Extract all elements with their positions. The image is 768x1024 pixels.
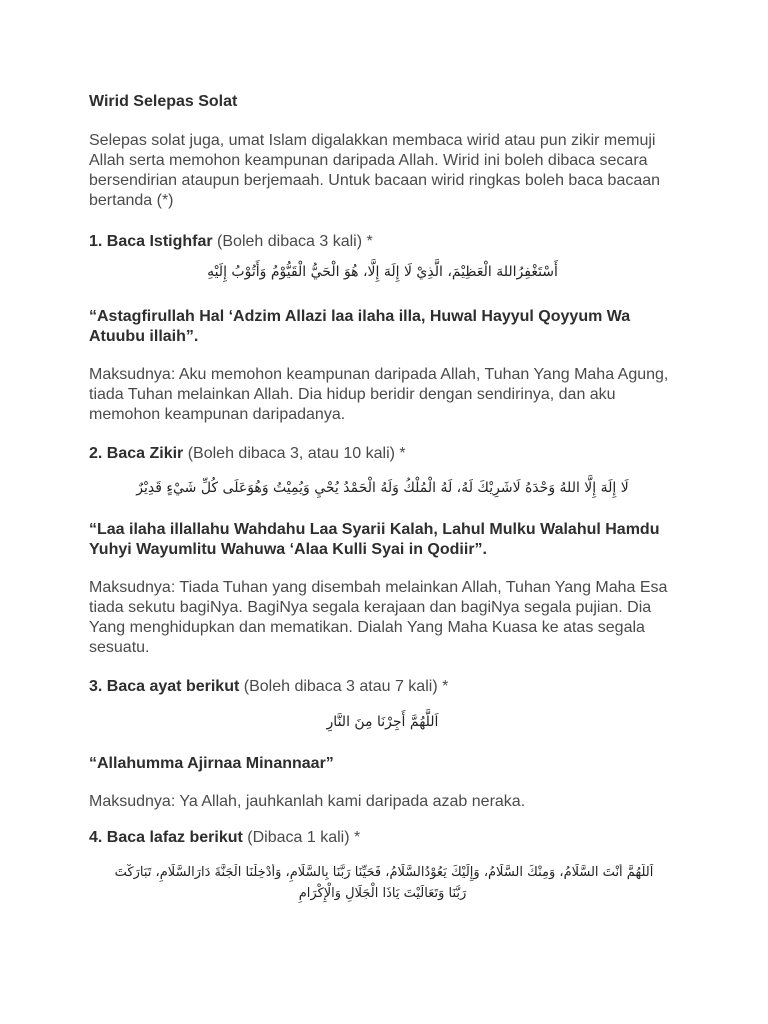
section-3-heading: [89, 677, 448, 697]
section-3-transliteration: “Allahumma Ajirnaa Minannaar”: [89, 755, 334, 772]
section-2-heading: [89, 444, 406, 464]
section-2-heading-note: (Boleh dibaca 3, atau 10 kali) *: [183, 445, 406, 462]
section-1-heading-bold: 1. Baca Istighfar: [89, 233, 213, 250]
section-3-arabic-text: اَللَّهُمَّ أَجِرْنَا مِنَ النَّارِ: [326, 714, 439, 730]
section-3-meaning: Maksudnya: Ya Allah, jauhkanlah kami daripada azab neraka.: [89, 793, 526, 810]
intro-paragraph: Selepas solat juga, umat Islam digalakkan membaca wirid atau pun zikir memuji Allah serta memohon keampunan daripada Allah. Wirid ini boleh dibaca secara bersendirian ataupun berjemaah. Untuk bacaan wirid ringkas boleh baca bacaan bertanda (*): [89, 132, 661, 209]
section-1-heading: [89, 232, 373, 252]
section-1-heading-note: (Boleh dibaca 3 kali) *: [212, 233, 373, 250]
section-1-arabic-text: أَسْتَغْفِرُاللهَ الْعَظِيْمَ، الَّذِيْ لَا إِلَهَ إِلَّا، هُوَ الْحَيُّ الْقَيُّوْمُ وَأَتُوْبُ إِلَيْهِ: [207, 264, 558, 280]
page-title: Wirid Selepas Solat: [89, 93, 238, 110]
section-3-heading-bold: 3. Baca ayat berikut: [89, 678, 240, 695]
section-1-meaning: Maksudnya: Aku memohon keampunan daripada Allah, Tuhan Yang Maha Agung, tiada Tuhan melainkan Allah. Dia hidup beridir dengan sendirinya, dan aku memohon keampunan daripadanya.: [89, 366, 669, 423]
section-2-meaning: Maksudnya: Tiada Tuhan yang disembah melainkan Allah, Tuhan Yang Maha Esa tiada sekutu bagiNya. BagiNya segala kerajaan dan bagiNya segala pujian. Dia Yang menghidupkan dan mematikan. Dialah Yang Maha Kuasa ke atas segala sesuatu.: [89, 579, 668, 656]
section-4-arabic-line-1: اَللَّهُمَّ أَنْتَ السَّلَامُ، وَمِنْكَ السَّلَامُ، وَإِلَيْكَ يَعُوْدُالسَّلَامُ، فَحَيِّنَا رَبَّنَا بِالسَّلَامِ، وَأَدْخِلْنَا الْجَنَّةَ دَارَالسَّلَامِ، تَبَارَكْتَ: [114, 865, 654, 880]
section-2-arabic-text: لَا إِلَهَ إِلَّا اللهُ وَحْدَهُ لَاشَرِيْكَ لَهُ، لَهُ الْمُلْكُ وَلَهُ الْحَمْدُ يُحْيِ وَيُمِيْتُ وَهُوَعَلَى كُلِّ شَيْءٍ قَدِيْرٌ: [136, 480, 629, 496]
section-2-heading-bold: 2. Baca Zikir: [89, 445, 184, 462]
section-1-transliteration: “Astagfirullah Hal ‘Adzim Allazi laa ilaha illa, Huwal Hayyul Qoyyum Wa Atuubu illaih”.: [89, 308, 631, 345]
section-4-heading-note: (Dibaca 1 kali) *: [242, 829, 361, 846]
section-4-heading: [89, 828, 360, 848]
section-2-transliteration: “Laa ilaha illallahu Wahdahu Laa Syarii Kalah, Lahul Mulku Walahul Hamdu Yuhyi Wayumlitu Wahuwa ‘Alaa Kulli Syai in Qodiir”.: [89, 521, 660, 558]
section-3-heading-note: (Boleh dibaca 3 atau 7 kali) *: [239, 678, 449, 695]
section-4-arabic-line-2: رَبَّنَا وَتَعَالَيْتَ يَاذَا الْجَلَالِ وَالْإِكْرَامِ: [298, 886, 467, 901]
section-4-heading-bold: 4. Baca lafaz berikut: [89, 829, 243, 846]
